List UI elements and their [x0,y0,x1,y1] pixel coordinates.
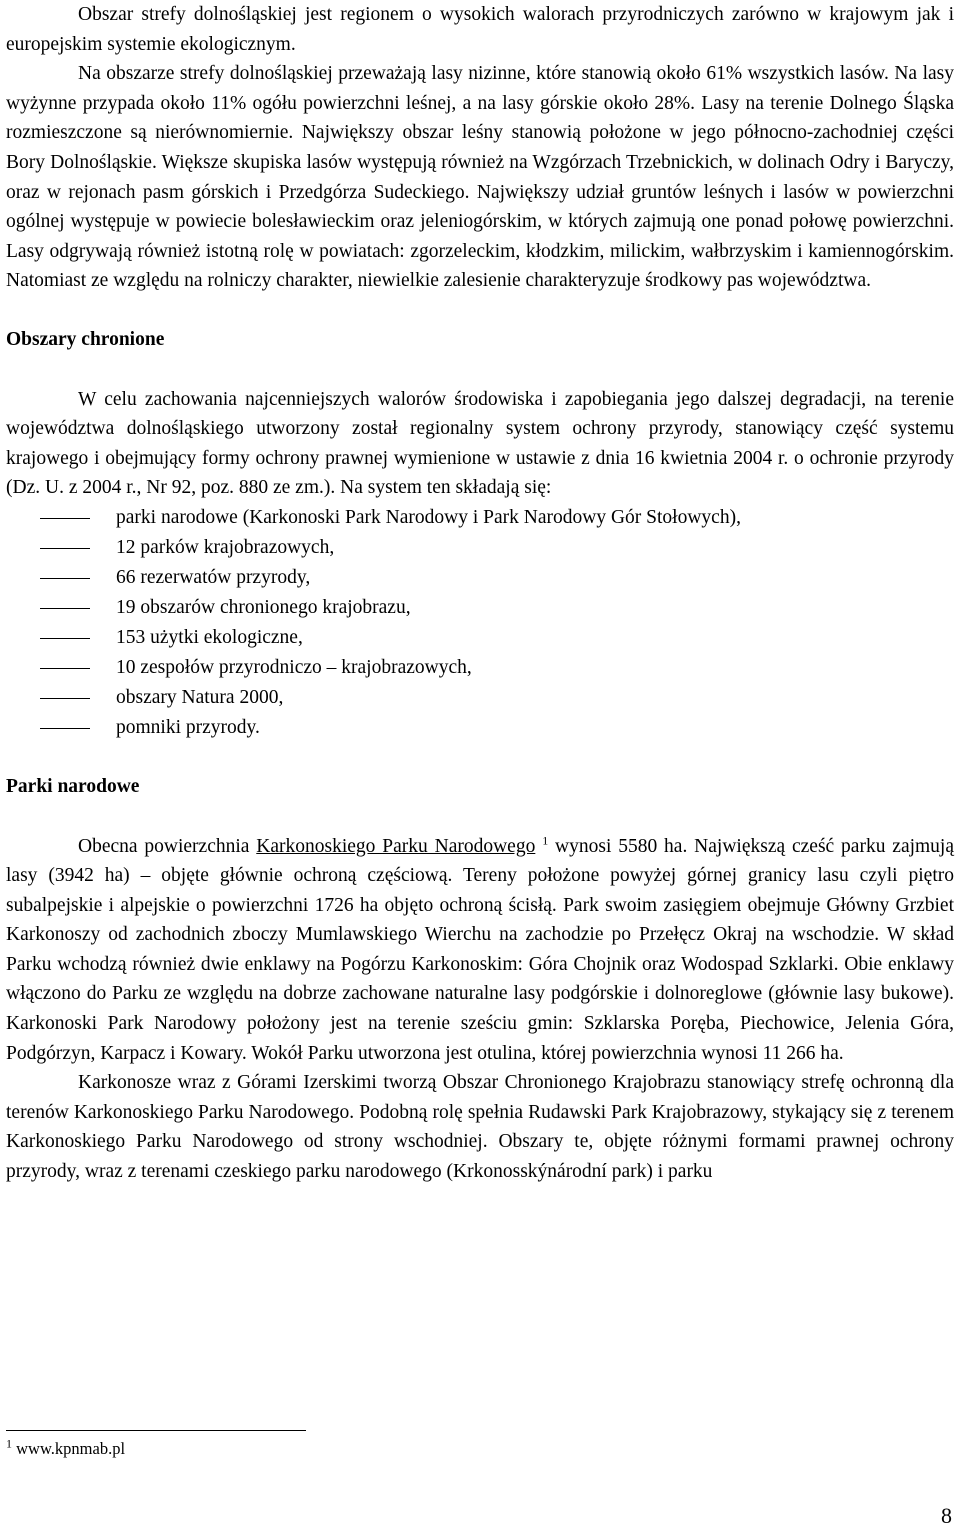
paragraph-forests: Na obszarze strefy dolnośląskiej przeważają lasy nizinne, które stanowią około 61% wszystkich lasów. Na lasy wyżynne przypada około 11% ogółu powierzchni leśnej, a na lasy górskie około 28%. Lasy na terenie Dolnego Śląska rozmieszczone są nierównomiernie. Największy obszar leśny stanowią położone w jego północno-zachodniej części Bory Dolnośląskie. Większe skupiska lasów występują również na Wzgórzach Trzebnickich, w dolinach Odry i Baryczy, oraz w rejonach pasm górskich i Przedgórza Sudeckiego. Największy udział gruntów leśnych i lasów w powierzchni ogólnej występuje w powiecie bolesławieckim oraz jeleniogórskim, w których zajmują one ponad połowę powierzchni. Lasy odgrywają również istotną rolę w powiatach: zgorzeleckim, kłodzkim, milickim, wałbrzyskim i kamiennogórskim. Natomiast ze względu na rolniczy charakter, niewielkie zalesienie charakteryzuje środkowy pas województwa. [6,63,954,292]
list-item: parki narodowe (Karkonoski Park Narodowy i Park Narodowy Gór Stołowych), [40,503,954,533]
heading-national-parks: Parki narodowe [6,775,140,797]
list-item: pomniki przyrody. [40,713,954,743]
list-item: 19 obszarów chronionego krajobrazu, [40,593,954,623]
paragraph-karkonosze: Karkonosze wraz z Górami Izerskimi tworzą Obszar Chronionego Krajobrazu stanowiący strefę ochronną dla terenów Karkonoskiego Parku Narodowego. Podobną rolę spełnia Rudawski Park Krajobrazowy, stykający się z terenem Karkonoskiego Parku Narodowego od strony wschodniej. Obszary te, objęte różnymi formami prawnej ochrony przyrody, wraz z terenami czeskiego parku narodowego (Krkonosskýnárodní park) i parku [6,1072,954,1183]
kpn-text-rest: wynosi 5580 ha. Największą cześć parku zajmują lasy (3942 ha) – objęte głównie ochroną częściową. Tereny położone powyżej górnej granicy lasu czyli piętro subalpejskie i alpejskie o powierzchni 1726 ha objęto ochroną ścisłą. Park swoim zasięgiem obejmuje Główny Grzbiet Karkonoszy od zachodnich zboczy Mumlawskiego Wierchu na zachodzie po Przełęcz Okraj na wschodzie. W skład Parku wchodzą również dwie enklawy na Pogórzu Karkonoskim: Góra Chojnik oraz Wodospad Szklarki. Obie enklawy włączono do Parku ze względu na dobrze zachowane naturalne lasy podgórskie i dolnoreglowe (głównie lasy bukowe). Karkonoski Park Narodowy położony jest na terenie sześciu gmin: Szklarska Poręba, Piechowice, Jelenia Góra, Podgórzyn, Karpacz i Kowary. Wokół Parku utworzona jest otulina, której powierzchnia wynosi 11 266 ha. [6,835,955,1064]
list-item: 10 zespołów przyrodniczo – krajobrazowych, [40,653,954,683]
footnote [6,1438,125,1460]
heading-protected-areas: Obszary chronione [6,328,165,350]
list-item: 153 użytki ekologiczne, [40,623,954,653]
footnote-number: 1 [6,1436,12,1451]
footnote-url[interactable]: www.kpnmab.pl [12,1439,126,1458]
footnote-ref[interactable]: 1 [542,833,549,847]
page-number: 8 [941,1503,952,1528]
kpn-link[interactable]: Karkonoskiego Parku Narodowego [256,835,536,857]
paragraph-protection-system: W celu zachowania najcenniejszych walorów środowiska i zapobiegania jego dalszej degradacji, na terenie województwa dolnośląskiego utworzony został regionalny system ochrony przyrody, stanowiący część systemu krajowego i obejmujący formy ochrony prawnej wymienione w ustawie z dnia 16 kwietnia 2004 r. o ochronie przyrody (Dz. U. z 2004 r., Nr 92, poz. 880 ze zm.). Na system ten składają się: [6,388,954,499]
list-item: obszary Natura 2000, [40,683,954,713]
footnote-divider [6,1430,306,1431]
protection-forms-list [6,503,954,743]
paragraph-kpn [6,832,954,1069]
paragraph-intro: Obszar strefy dolnośląskiej jest regionem o wysokich walorach przyrodniczych zarówno w krajowym jak i europejskim systemie ekologicznym. [6,4,954,55]
list-item: 66 rezerwatów przyrody, [40,563,954,593]
document-page [6,0,954,1187]
kpn-text-start: Obecna powierzchnia [78,835,257,857]
list-item: 12 parków krajobrazowych, [40,533,954,563]
